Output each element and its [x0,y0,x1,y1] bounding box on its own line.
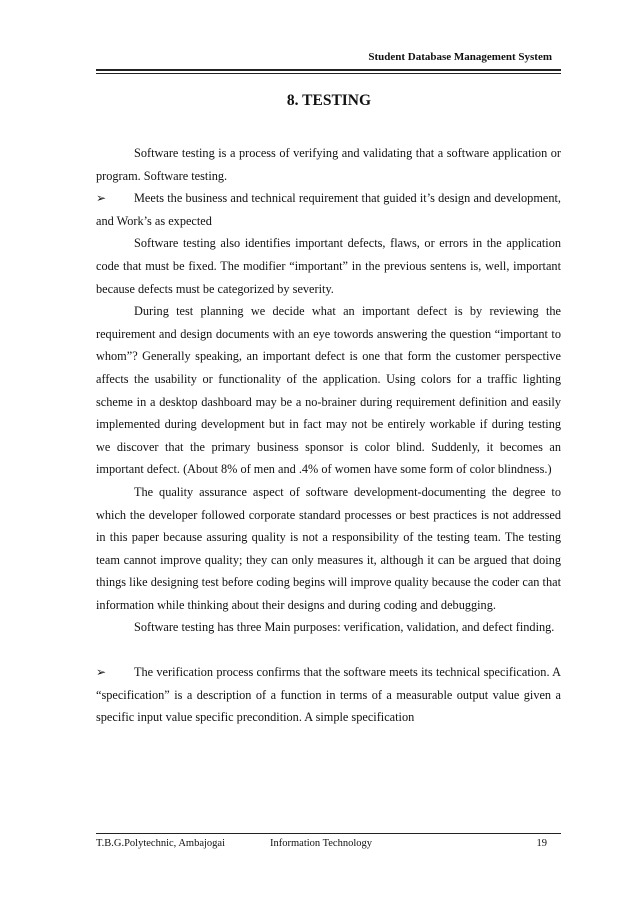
arrow-bullet-icon: ➢ [96,665,107,680]
page-footer [96,833,561,854]
arrow-bullet-icon: ➢ [96,191,107,206]
page-number: 19 [536,838,547,849]
paragraph: During test planning we decide what an important defect is by reviewing the requirement and design documents with an eye towords answering the question “important to whom”? Generally speaking, an important defect is one that form the customer perspective affects the usability or functionality of the application. Using colors for a traffic lighting scheme in a desktop dashboard may be a no-brainer during requirement definition and easily implemented during development but in fact may not be entirely workable if during testing we discover that the primary business sponsor is color blind. Suddenly, it becomes an important defect. (About 8% of men and .4% of women have some form of color blindness.) [96,304,561,477]
bullet-paragraph [96,661,561,729]
paragraph-spacer [96,639,561,661]
paragraph: Software testing is a process of verifying and validating that a software application or program. Software testing. [96,146,561,183]
running-header-title: Student Database Management System [368,51,552,63]
footer-department: Information Technology [270,838,373,849]
bullet-text: The verification process confirms that the software meets its technical specification. A “specification” is a description of a function in terms of a measurable output value given a specific input value specific precondition. A simple specification [96,665,561,725]
paragraph: Software testing also identifies important defects, flaws, or errors in the application code that must be fixed. The modifier “important” in the previous sentens is, well, important because defects must be categorized by severity. [96,236,561,296]
paragraph: Software testing has three Main purposes: verification, validation, and defect finding. [134,620,555,635]
bullet-text: Meets the business and technical requirement that guided it’s design and development, and Work’s as expected [96,191,561,228]
footer-institution: T.B.G.Polytechnic, Ambajogai [96,838,225,849]
paragraph: The quality assurance aspect of software development-documenting the degree to which the developer followed corporate standard processes or best practices is not addressed in this paper because assuring quality is not a responsibility of the testing team. The testing team cannot improve quality; they can only measures it, although it can be argued that doing things like designing test before coding begins will improve quality because the coder can that information while thinking about their designs and during coding and debugging. [96,484,561,612]
body-text [96,142,561,729]
footer-rule [96,833,561,834]
header-rule-thin [96,73,561,74]
header-rule-thick [96,69,561,71]
bullet-paragraph [96,187,561,232]
section-heading: 8. TESTING [286,92,372,109]
footer-row [96,838,561,854]
